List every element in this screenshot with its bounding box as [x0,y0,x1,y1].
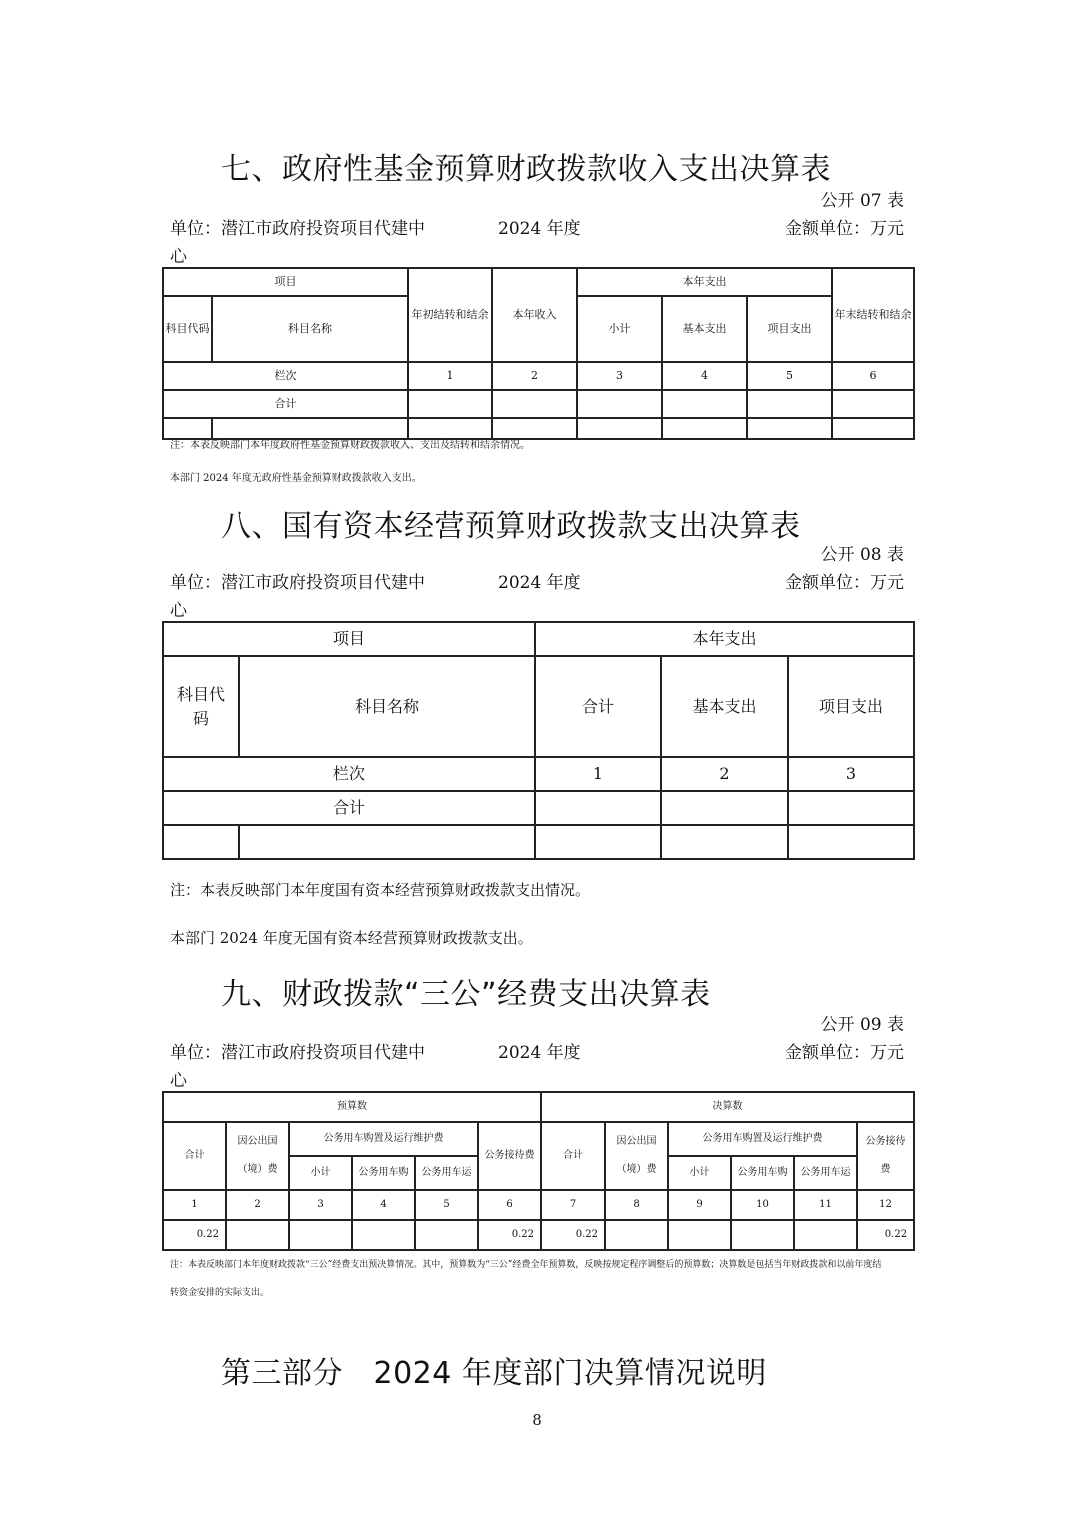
value-cell [226,1220,289,1250]
col-num: 2 [661,757,788,791]
table-row [163,390,914,418]
header-abroad: 因公出国（境）费 [226,1122,289,1190]
section8-currency: 金额单位：万元 [785,573,904,593]
header-code: 科目代码 [163,296,212,362]
section9-note2: 转资金安排的实际支出。 [170,1288,270,1298]
header-project: 项目支出 [747,296,832,362]
table-row [163,1220,914,1250]
header-end-balance: 年末结转和结余 [832,268,914,362]
header-begin-balance: 年初结转和结余 [408,268,492,362]
header-project: 项目支出 [788,656,914,757]
col-num: 1 [163,1190,226,1220]
section8-unit-cont: 心 [170,601,187,621]
header-code: 科目代码 [163,656,239,757]
section9-table-no: 公开 09 表 [820,1015,904,1035]
cell [535,825,661,859]
header-item: 项目 [163,268,408,296]
header-reception: 公务接待费 [857,1122,914,1190]
section7-table-no: 公开 07 表 [820,191,904,211]
value-cell: 0.22 [541,1220,605,1250]
col-num: 5 [415,1190,478,1220]
cell [662,418,747,439]
cell [832,390,914,418]
header-expense: 本年支出 [577,268,832,296]
col-row-label: 栏次 [163,362,408,390]
header-income: 本年收入 [492,268,577,362]
section7-currency: 金额单位：万元 [785,219,904,239]
col-num: 8 [605,1190,668,1220]
section9-year: 2024 年度 [498,1043,581,1063]
cell [788,825,914,859]
header-name: 科目名称 [239,656,535,757]
section9-unit: 单位：潜江市政府投资项目代建中 [170,1043,425,1063]
header-item: 项目 [163,622,535,656]
cell [163,825,239,859]
header-vehicle: 公务用车购置及运行维护费 [668,1122,857,1156]
col-num: 5 [747,362,832,390]
section7-note1: 注：本表反映部门本年度政府性基金预算财政拨款收入、支出及结转和结余情况。 [170,440,530,451]
cell [577,390,662,418]
cell [661,825,788,859]
section7-title: 七、政府性基金预算财政拨款收入支出决算表 [221,152,831,187]
col-num: 1 [535,757,661,791]
value-cell [415,1220,478,1250]
header-basic: 基本支出 [662,296,747,362]
header-purchase: 公务用车购 [731,1156,794,1190]
col-num: 4 [662,362,747,390]
col-num: 3 [577,362,662,390]
header-vehicle: 公务用车购置及运行维护费 [289,1122,478,1156]
header-total: 合计 [535,656,661,757]
header-abroad: 因公出国（境）费 [605,1122,668,1190]
cell [832,418,914,439]
table-row [163,362,914,390]
section8-table-no: 公开 08 表 [820,545,904,565]
header-total: 合计 [541,1122,605,1190]
cell [577,418,662,439]
section8-table [162,621,915,860]
table-row [163,1190,914,1220]
col-num: 11 [794,1190,857,1220]
section7-note2: 本部门 2024 年度无政府性基金预算财政拨款收入支出。 [170,473,422,484]
header-reception: 公务接待费 [478,1122,541,1190]
cell [239,825,535,859]
cell [662,390,747,418]
value-cell: 0.22 [478,1220,541,1250]
total-label: 合计 [163,390,408,418]
col-num: 4 [352,1190,415,1220]
cell [747,390,832,418]
header-total: 合计 [163,1122,226,1190]
section7-table [162,267,915,440]
section8-unit: 单位：潜江市政府投资项目代建中 [170,573,425,593]
header-operation: 公务用车运 [415,1156,478,1190]
value-cell [289,1220,352,1250]
section9-table [162,1091,915,1251]
table-row [163,791,914,825]
section9-currency: 金额单位：万元 [785,1043,904,1063]
col-row-label: 栏次 [163,757,535,791]
value-cell [731,1220,794,1250]
header-final: 决算数 [541,1092,914,1122]
table-row [163,757,914,791]
cell [661,791,788,825]
col-num: 10 [731,1190,794,1220]
header-operation: 公务用车运 [794,1156,857,1190]
header-name: 科目名称 [212,296,408,362]
col-num: 2 [492,362,577,390]
header-subtotal: 小计 [577,296,662,362]
section7-unit: 单位：潜江市政府投资项目代建中 [170,219,425,239]
col-num: 3 [289,1190,352,1220]
total-label: 合计 [163,791,535,825]
col-num: 2 [226,1190,289,1220]
section8-year: 2024 年度 [498,573,581,593]
col-num: 12 [857,1190,914,1220]
section9-note1: 注：本表反映部门本年度财政拨款“三公”经费支出预决算情况。其中，预算数为“三公”经费全年预算数，反映按规定程序调整后的预算数；决算数是包括当年财政拨款和以前年度结 [170,1260,882,1270]
cell [535,791,661,825]
section9-title: 九、财政拨款“三公”经费支出决算表 [221,977,711,1012]
col-num: 1 [408,362,492,390]
section8-title: 八、国有资本经营预算财政拨款支出决算表 [221,509,801,544]
col-num: 3 [788,757,914,791]
header-purchase: 公务用车购 [352,1156,415,1190]
section8-note2: 本部门 2024 年度无国有资本经营预算财政拨款支出。 [170,929,533,947]
col-num: 6 [832,362,914,390]
header-subtotal: 小计 [668,1156,731,1190]
page-number: 8 [532,1411,542,1429]
header-expense: 本年支出 [535,622,914,656]
col-num: 6 [478,1190,541,1220]
value-cell [668,1220,731,1250]
table-row [163,825,914,859]
cell [492,390,577,418]
header-basic: 基本支出 [661,656,788,757]
part3-title: 第三部分 2024 年度部门决算情况说明 [221,1356,767,1391]
cell [788,791,914,825]
header-subtotal: 小计 [289,1156,352,1190]
header-budget: 预算数 [163,1092,541,1122]
section7-unit-cont: 心 [170,247,187,267]
section9-unit-cont: 心 [170,1071,187,1091]
value-cell [352,1220,415,1250]
cell [408,390,492,418]
section7-year: 2024 年度 [498,219,581,239]
col-num: 9 [668,1190,731,1220]
col-num: 7 [541,1190,605,1220]
value-cell [794,1220,857,1250]
value-cell [605,1220,668,1250]
value-cell: 0.22 [163,1220,226,1250]
value-cell: 0.22 [857,1220,914,1250]
cell [747,418,832,439]
section8-note1: 注：本表反映部门本年度国有资本经营预算财政拨款支出情况。 [170,881,591,899]
